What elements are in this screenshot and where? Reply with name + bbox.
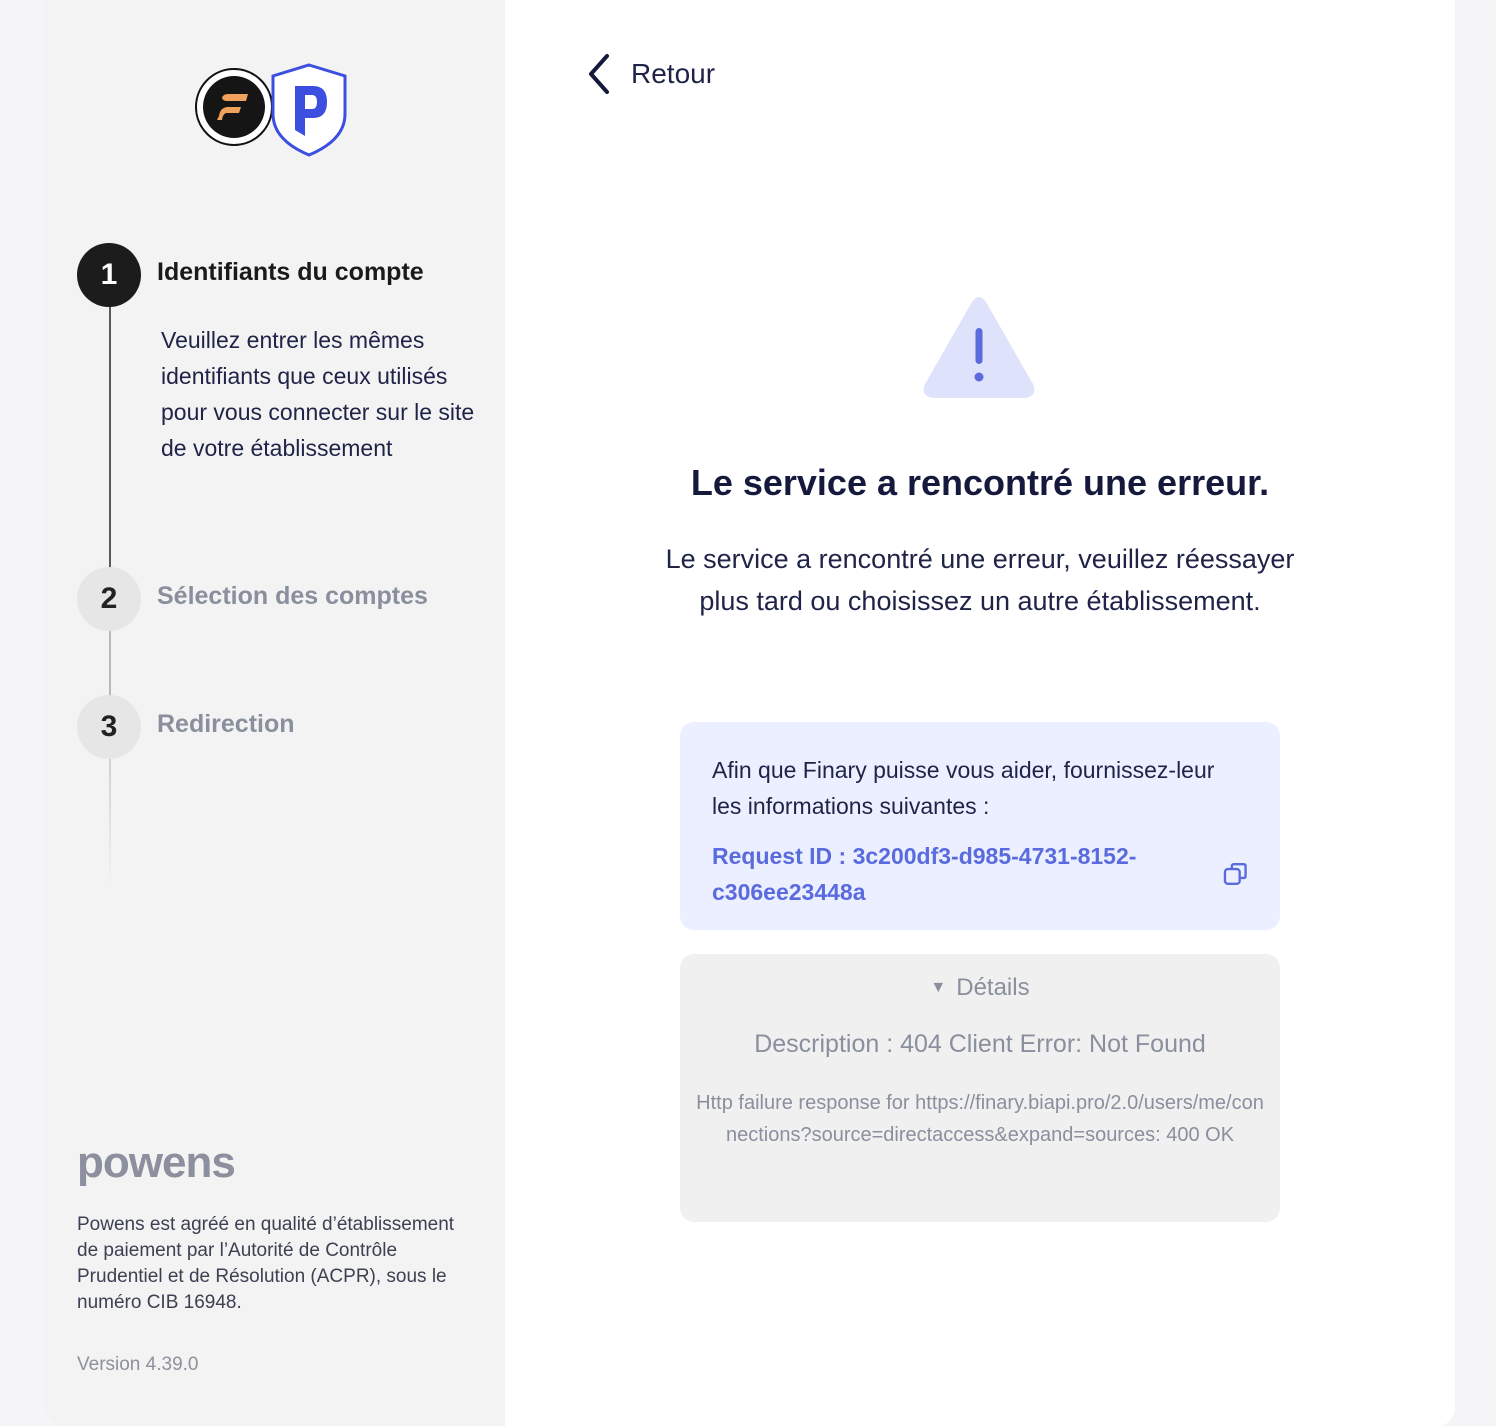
partner-logos — [195, 62, 355, 158]
step-connector — [109, 306, 111, 568]
step-2-number: 2 — [77, 567, 141, 631]
powens-wordmark: powens — [77, 1138, 235, 1187]
details-panel — [680, 954, 1280, 1222]
step-connector — [109, 630, 111, 696]
app-frame — [45, 0, 1455, 1426]
error-message: Le service a rencontré une erreur, veuillez réessayer plus tard ou choisissez un autre établissement. — [665, 544, 1295, 616]
copy-icon[interactable] — [1223, 861, 1249, 887]
step-1-number: 1 — [77, 243, 141, 307]
sidebar — [45, 0, 505, 1426]
details-toggle[interactable] — [680, 970, 1280, 1006]
support-info-box — [680, 722, 1280, 930]
request-id-row — [712, 838, 1248, 910]
version-label: Version 4.39.0 — [77, 1354, 199, 1375]
finary-logo — [195, 68, 273, 146]
step-2-title: Sélection des comptes — [157, 582, 428, 610]
request-id[interactable]: Request ID : 3c200df3-d985-4731-8152-c306ee23448a — [712, 843, 1137, 905]
chevron-left-icon — [585, 52, 613, 96]
back-label: Retour — [631, 58, 716, 89]
step-3-number: 3 — [77, 695, 141, 759]
warning-triangle-icon — [917, 292, 1041, 404]
step-1-title: Identifiants du compte — [157, 258, 424, 286]
step-3-title: Redirection — [157, 710, 295, 738]
support-instructions: Afin que Finary puisse vous aider, fournissez-leur les informations suivantes : — [712, 757, 1215, 819]
triangle-down-icon: ▼ — [930, 979, 947, 996]
details-summary-label: Détails — [956, 974, 1030, 1001]
http-failure-text: Http failure response for https://finary.biapi.pro/2.0/users/me/connections?source=directaccess&expand=sources: 400 OK — [696, 1092, 1264, 1146]
error-title: Le service a rencontré une erreur. — [690, 462, 1270, 503]
powens-shield-logo — [269, 62, 349, 158]
step-connector — [109, 758, 111, 888]
legal-notice: Powens est agréé en qualité d’établissement de paiement par l’Autorité de Contrôle Prudentiel et de Résolution (ACPR), sous le numéro CIB 16948. — [77, 1214, 455, 1313]
back-button[interactable] — [585, 50, 715, 98]
step-1-description: Veuillez entrer les mêmes identifiants que ceux utilisés pour vous connecter sur le site de votre établissement — [161, 327, 475, 461]
main-content — [505, 0, 1455, 1426]
error-description: Description : 404 Client Error: Not Found — [754, 1030, 1206, 1058]
